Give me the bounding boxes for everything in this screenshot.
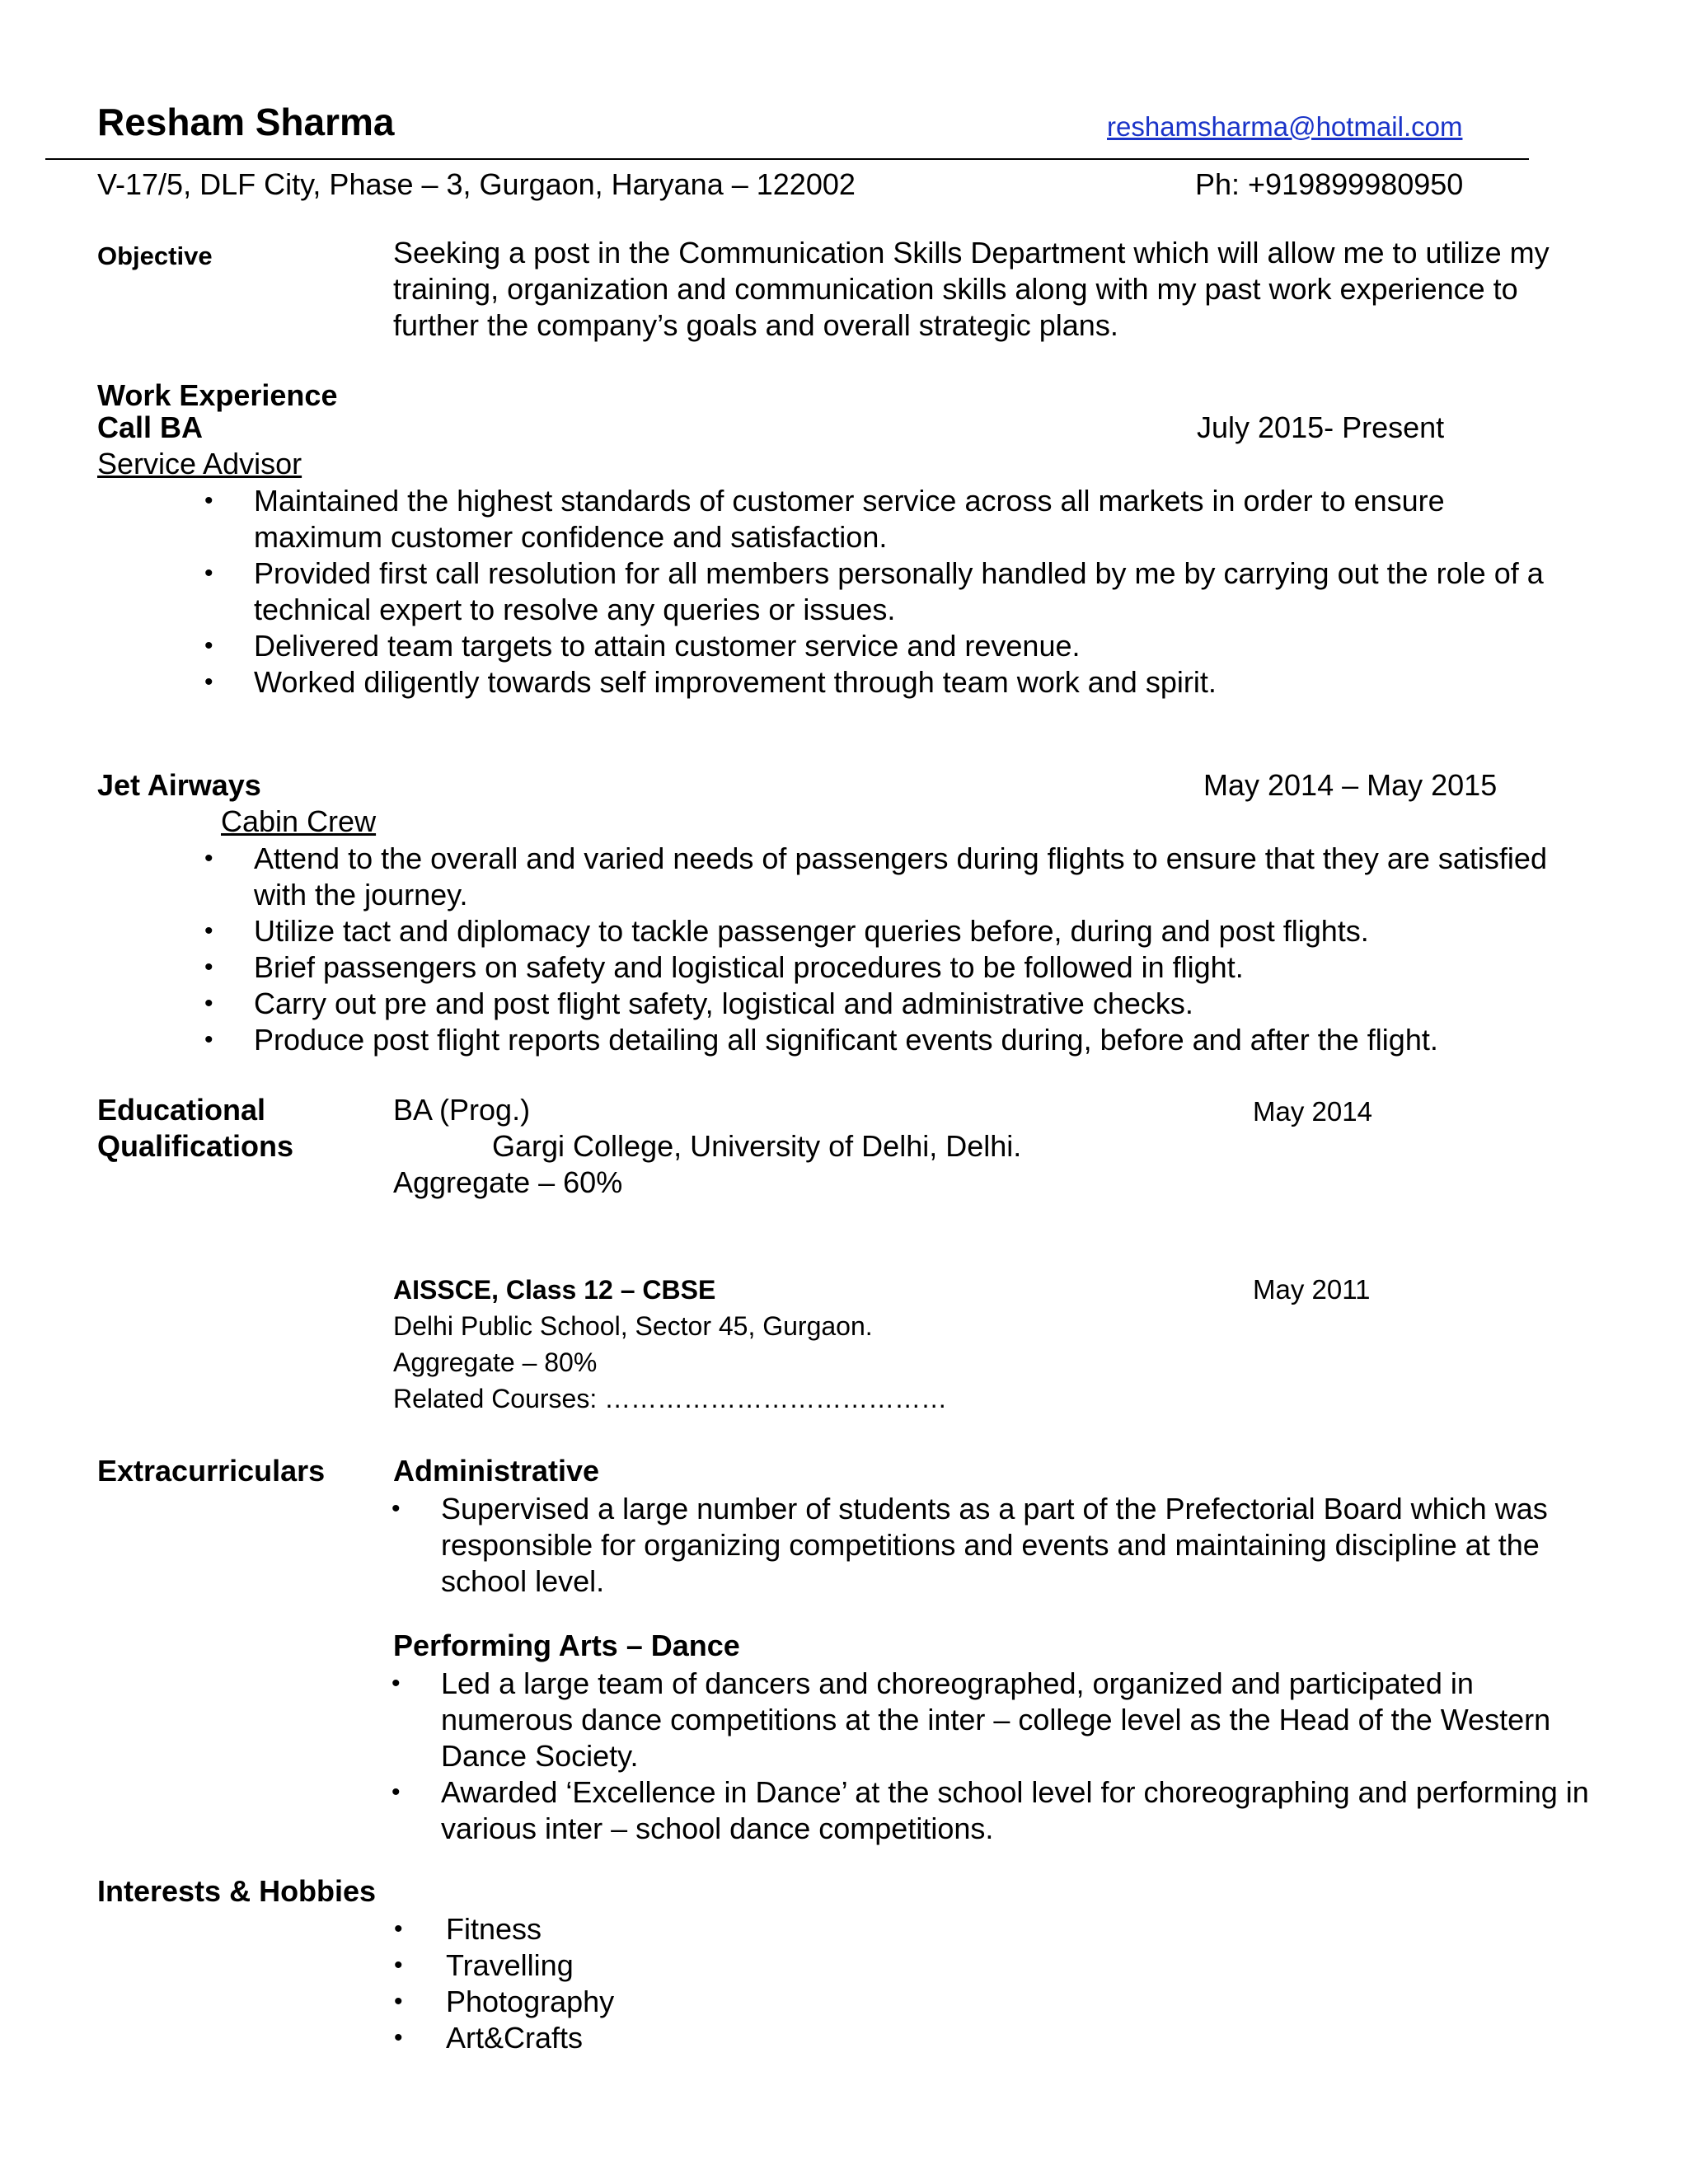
list-item: • Supervised a large number of students as a part of the Prefectorial Board which was responsible for organizing competitions and events and maintaining discipline at the school level.	[392, 1491, 1595, 1600]
header-divider	[45, 158, 1529, 160]
list-item: • Produce post flight reports detailing all significant events during, before and after the flight.	[204, 1022, 1589, 1058]
list-item: • Worked diligently towards self improvement through team work and spirit.	[204, 664, 1573, 701]
job-dates-callba: July 2015- Present	[1197, 410, 1445, 444]
edu-date-ba: May 2014	[1253, 1096, 1372, 1127]
list-item: • Brief passengers on safety and logistical procedures to be followed in flight.	[204, 949, 1589, 986]
extra-section-administrative: Administrative	[393, 1454, 600, 1488]
objective-heading: Objective	[97, 241, 213, 270]
job-bullets-callba	[204, 483, 1573, 701]
job-bullets-jet	[204, 841, 1589, 1058]
edu-aggregate-aissce: Aggregate – 80%	[393, 1347, 598, 1377]
list-item: • Delivered team targets to attain customer service and revenue.	[204, 628, 1573, 664]
objective-line-1: Seeking a post in the Communication Skills Department which will allow me to utilize my	[393, 236, 1550, 269]
list-item: • Carry out pre and post flight safety, logistical and administrative checks.	[204, 986, 1589, 1022]
job-role-jet: Cabin Crew	[221, 804, 377, 838]
education-heading-line-1: Educational	[97, 1093, 266, 1127]
job-role-callba: Service Advisor	[97, 447, 302, 480]
job-dates-jet: May 2014 – May 2015	[1203, 768, 1498, 802]
extra-section-dance: Performing Arts – Dance	[393, 1629, 740, 1662]
list-item: • Attend to the overall and varied needs of passengers during flights to ensure that they are satisfied with the journey.	[204, 841, 1589, 913]
list-item: • Led a large team of dancers and choreographed, organized and participated in numerous dance competitions at the inter – college level as the Head of the Western Dance Society.	[392, 1666, 1595, 1774]
job-company-jet: Jet Airways	[97, 768, 261, 802]
hobbies-heading: Interests & Hobbies	[97, 1874, 377, 1908]
edu-institution-ba: Gargi College, University of Delhi, Delhi.	[492, 1129, 1022, 1163]
list-item: • Provided first call resolution for all members personally handled by me by carrying out the role of a technical expert to resolve any queries or issues.	[204, 555, 1573, 628]
candidate-name: Resham Sharma	[97, 101, 395, 143]
edu-aggregate-ba: Aggregate – 60%	[393, 1165, 623, 1199]
list-item: • Awarded ‘Excellence in Dance’ at the school level for choreographing and performing in various inter – school dance competitions.	[392, 1774, 1595, 1847]
objective-line-3: further the company’s goals and overall strategic plans.	[393, 308, 1118, 342]
objective-line-2: training, organization and communication skills along with my past work experience to	[393, 272, 1518, 306]
work-experience-heading: Work Experience	[97, 378, 338, 412]
edu-institution-aissce: Delhi Public School, Sector 45, Gurgaon.	[393, 1311, 873, 1341]
education-heading-line-2: Qualifications	[97, 1129, 294, 1163]
edu-degree-ba: BA (Prog.)	[393, 1093, 531, 1127]
extra-bullets-administrative	[392, 1491, 1595, 1600]
edu-related-courses: Related Courses: …………………………………	[393, 1384, 948, 1413]
phone-text: Ph: +919899980950	[1195, 167, 1464, 201]
list-item: • Maintained the highest standards of customer service across all markets in order to ensure maximum customer confidence and satisfaction.	[204, 483, 1573, 555]
extra-bullets-dance	[392, 1666, 1595, 1847]
extracurriculars-heading: Extracurriculars	[97, 1454, 326, 1488]
list-item: • Travelling	[394, 1947, 1053, 1984]
list-item: • Art&Crafts	[394, 2020, 1053, 2056]
list-item: • Fitness	[394, 1911, 1053, 1947]
list-item: • Photography	[394, 1984, 1053, 2020]
edu-date-aissce: May 2011	[1253, 1274, 1371, 1305]
hobbies-list	[394, 1911, 1053, 2056]
job-company-callba: Call BA	[97, 410, 204, 444]
list-item: • Utilize tact and diplomacy to tackle passenger queries before, during and post flights.	[204, 913, 1589, 949]
edu-degree-aissce: AISSCE, Class 12 – CBSE	[393, 1275, 716, 1305]
email-link[interactable]: reshamsharma@hotmail.com	[1107, 111, 1463, 142]
address-text: V-17/5, DLF City, Phase – 3, Gurgaon, Haryana – 122002	[97, 167, 856, 201]
